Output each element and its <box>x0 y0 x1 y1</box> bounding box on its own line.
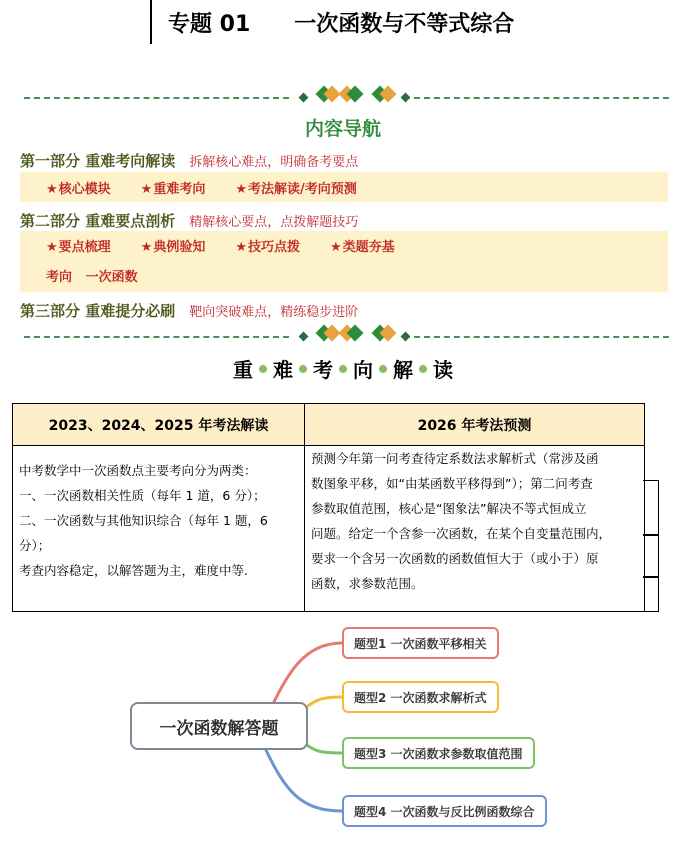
tag-key-points: ★要点梳理 <box>46 240 111 255</box>
past-analysis-cell: 中考数学中一次函数点主要考向分为两类： 一、一次函数相关性质（每年 1 道，6 分）； 二、一次函数与其他知识综合（每年 1 题，6 分）； 考查内容稳定，以解答题为主，难度中等. <box>13 446 305 612</box>
tag-key-direction: ★重难考向 <box>140 182 206 197</box>
topic-number: 专题 01 <box>168 11 251 37</box>
table-header-past: 2023、2024、2025 年考法解读 <box>13 404 305 446</box>
table-header-forecast: 2026 年考法预测 <box>305 404 645 446</box>
mind-map-branch-type-2: 题型2 一次函数求解析式 <box>342 681 499 713</box>
part-two-name: 第二部分 重难要点剖析 <box>20 212 176 230</box>
part-two-desc: 精解核心要点，点拨解题技巧 <box>189 215 359 230</box>
tag-core-module: ★核心模块 <box>46 182 111 197</box>
tag-examples: ★典例验知 <box>140 240 206 255</box>
mind-map-branch-type-1: 题型1 一次函数平移相关 <box>342 627 499 659</box>
part-one-desc: 拆解核心难点，明确备考要点 <box>189 155 359 170</box>
mind-map-branch-type-3: 题型3 一次函数求参数取值范围 <box>342 737 535 769</box>
tag-skills: ★技巧点拨 <box>235 240 301 255</box>
part-three-desc: 靶向突破难点，精练稳步进阶 <box>189 305 359 320</box>
forecast-cell: 预测今年第一问考查待定系数法求解析式（常涉及函 数图象平移，如“由某函数平移得到”）；第二问考查 参数取值范围，核心是“图象法”解决不等式恒成立 问题。给定一个含参一次函数，在某个自变量范围内， 要求一个含另一次函数的函数值恒大于（或小于）原 函数，求参数范围。 <box>305 446 645 612</box>
section-heading: 重 难 考 向 解 读 <box>233 358 453 382</box>
topic-title: 一次函数与不等式综合 <box>294 11 515 37</box>
tag-practice: ★类题夯基 <box>330 240 395 255</box>
mind-map-center: 一次函数解答题 <box>130 702 308 750</box>
direction-linear-function: 考向 一次函数 <box>46 270 138 285</box>
mind-map-branch-type-4: 题型4 一次函数与反比例函数综合 <box>342 795 547 827</box>
part-three-name: 第三部分 重难提分必刷 <box>20 302 176 320</box>
navigation-title: 内容导航 <box>304 118 381 140</box>
tag-method-forecast: ★考法解读/考向预测 <box>235 182 357 197</box>
part-one-name: 第一部分 重难考向解读 <box>20 152 176 170</box>
